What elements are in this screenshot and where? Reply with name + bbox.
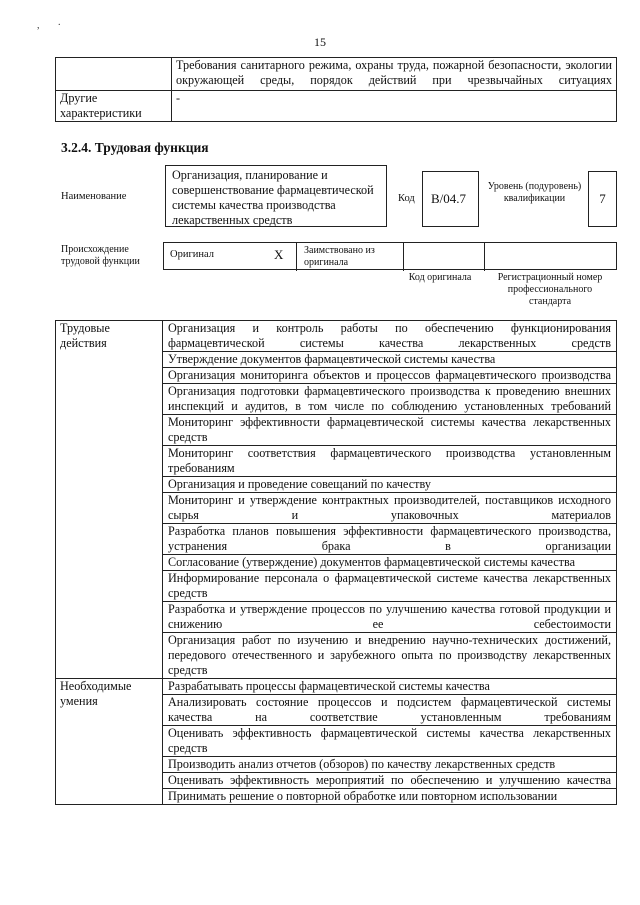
table-cell: Информирование персонала о фармацевтической системе качества лекарственных средств [163, 571, 617, 602]
table-row [56, 321, 617, 352]
table-cell: Разработка планов повышения эффективности фармацевтического производства, устранения брака в организации [163, 524, 617, 555]
code-value: B/04.7 [422, 171, 479, 227]
table-cell: Организация работ по изучению и внедрению научно-технических достижений, передового отечественного и зарубежного опыта по производству лекарственных средств [163, 633, 617, 679]
table-row [56, 91, 617, 122]
original-mark: X [274, 247, 284, 262]
table-cell: Организация мониторинга объектов и процессов фармацевтического производства [163, 368, 617, 384]
name-label: Наименование [61, 191, 127, 202]
section-label: Трудовые действия [56, 321, 163, 679]
row-label [56, 58, 172, 91]
borrowed-label: Заимствовано из оригинала [304, 245, 375, 268]
scan-mark: . [58, 17, 61, 28]
level-value: 7 [588, 171, 617, 227]
name-value: Организация, планирование и совершенствование фармацевтической системы качества производства лекарственных средств [165, 165, 387, 227]
table-cell: Организация и контроль работы по обеспечению функционирования фармацевтической системы качества лекарственных средств [163, 321, 617, 352]
table-cell: Согласование (утверждение) документов фармацевтической системы качества [163, 555, 617, 571]
table-cell: Организация подготовки фармацевтического производства к проведению внешних инспекций и аудитов, в том числе по соблюдению установленных требований [163, 384, 617, 415]
table-cell: Мониторинг и утверждение контрактных производителей, поставщиков исходного сырья и упаковочных материалов [163, 493, 617, 524]
table-cell: Разрабатывать процессы фармацевтической системы качества [163, 679, 617, 695]
table-cell: Анализировать состояние процессов и подсистем фармацевтической системы качества на соответствие установленным требованиям [163, 695, 617, 726]
table-cell: Производить анализ отчетов (обзоров) по качеству лекарственных средств [163, 757, 617, 773]
scan-mark: , [37, 20, 40, 31]
table-row [56, 58, 617, 91]
row-value: - [172, 91, 617, 122]
reg-number-label: Регистрационный номер профессионального стандарта [497, 272, 603, 307]
table-cell: Принимать решение о повторной обработке или повторном использовании [163, 789, 617, 805]
code-label: Код [398, 193, 415, 204]
divider [296, 243, 297, 271]
top-table [55, 57, 617, 122]
origin-row [163, 242, 617, 270]
divider [484, 243, 485, 271]
orig-code-label: Код оригинала [408, 272, 472, 283]
origin-label: Происхождение трудовой функции [61, 244, 140, 267]
level-label: Уровень (подуровень) квалификации [487, 181, 582, 204]
table-row [56, 679, 617, 695]
table-cell: Мониторинг соответствия фармацевтического производства установленным требованиям [163, 446, 617, 477]
table-cell: Организация и проведение совещаний по качеству [163, 477, 617, 493]
original-label: Оригинал [170, 249, 214, 260]
row-label: Другие характеристики [56, 91, 172, 122]
page-number: 15 [314, 35, 326, 49]
row-value: Требования санитарного режима, охраны труда, пожарной безопасности, экологии окружающей среды, порядок действий при чрезвычайных ситуациях [172, 58, 617, 91]
section-label: Необходимые умения [56, 679, 163, 805]
table-cell: Разработка и утверждение процессов по улучшению качества готовой продукции и снижению ее себестоимости [163, 602, 617, 633]
divider [403, 243, 404, 271]
section-title: 3.2.4. Трудовая функция [61, 140, 209, 155]
main-table [55, 320, 617, 805]
table-cell: Оценивать эффективность мероприятий по обеспечению и улучшению качества [163, 773, 617, 789]
table-cell: Мониторинг эффективности фармацевтической системы качества лекарственных средств [163, 415, 617, 446]
table-cell: Утверждение документов фармацевтической системы качества [163, 352, 617, 368]
table-cell: Оценивать эффективность фармацевтической системы качества лекарственных средств [163, 726, 617, 757]
